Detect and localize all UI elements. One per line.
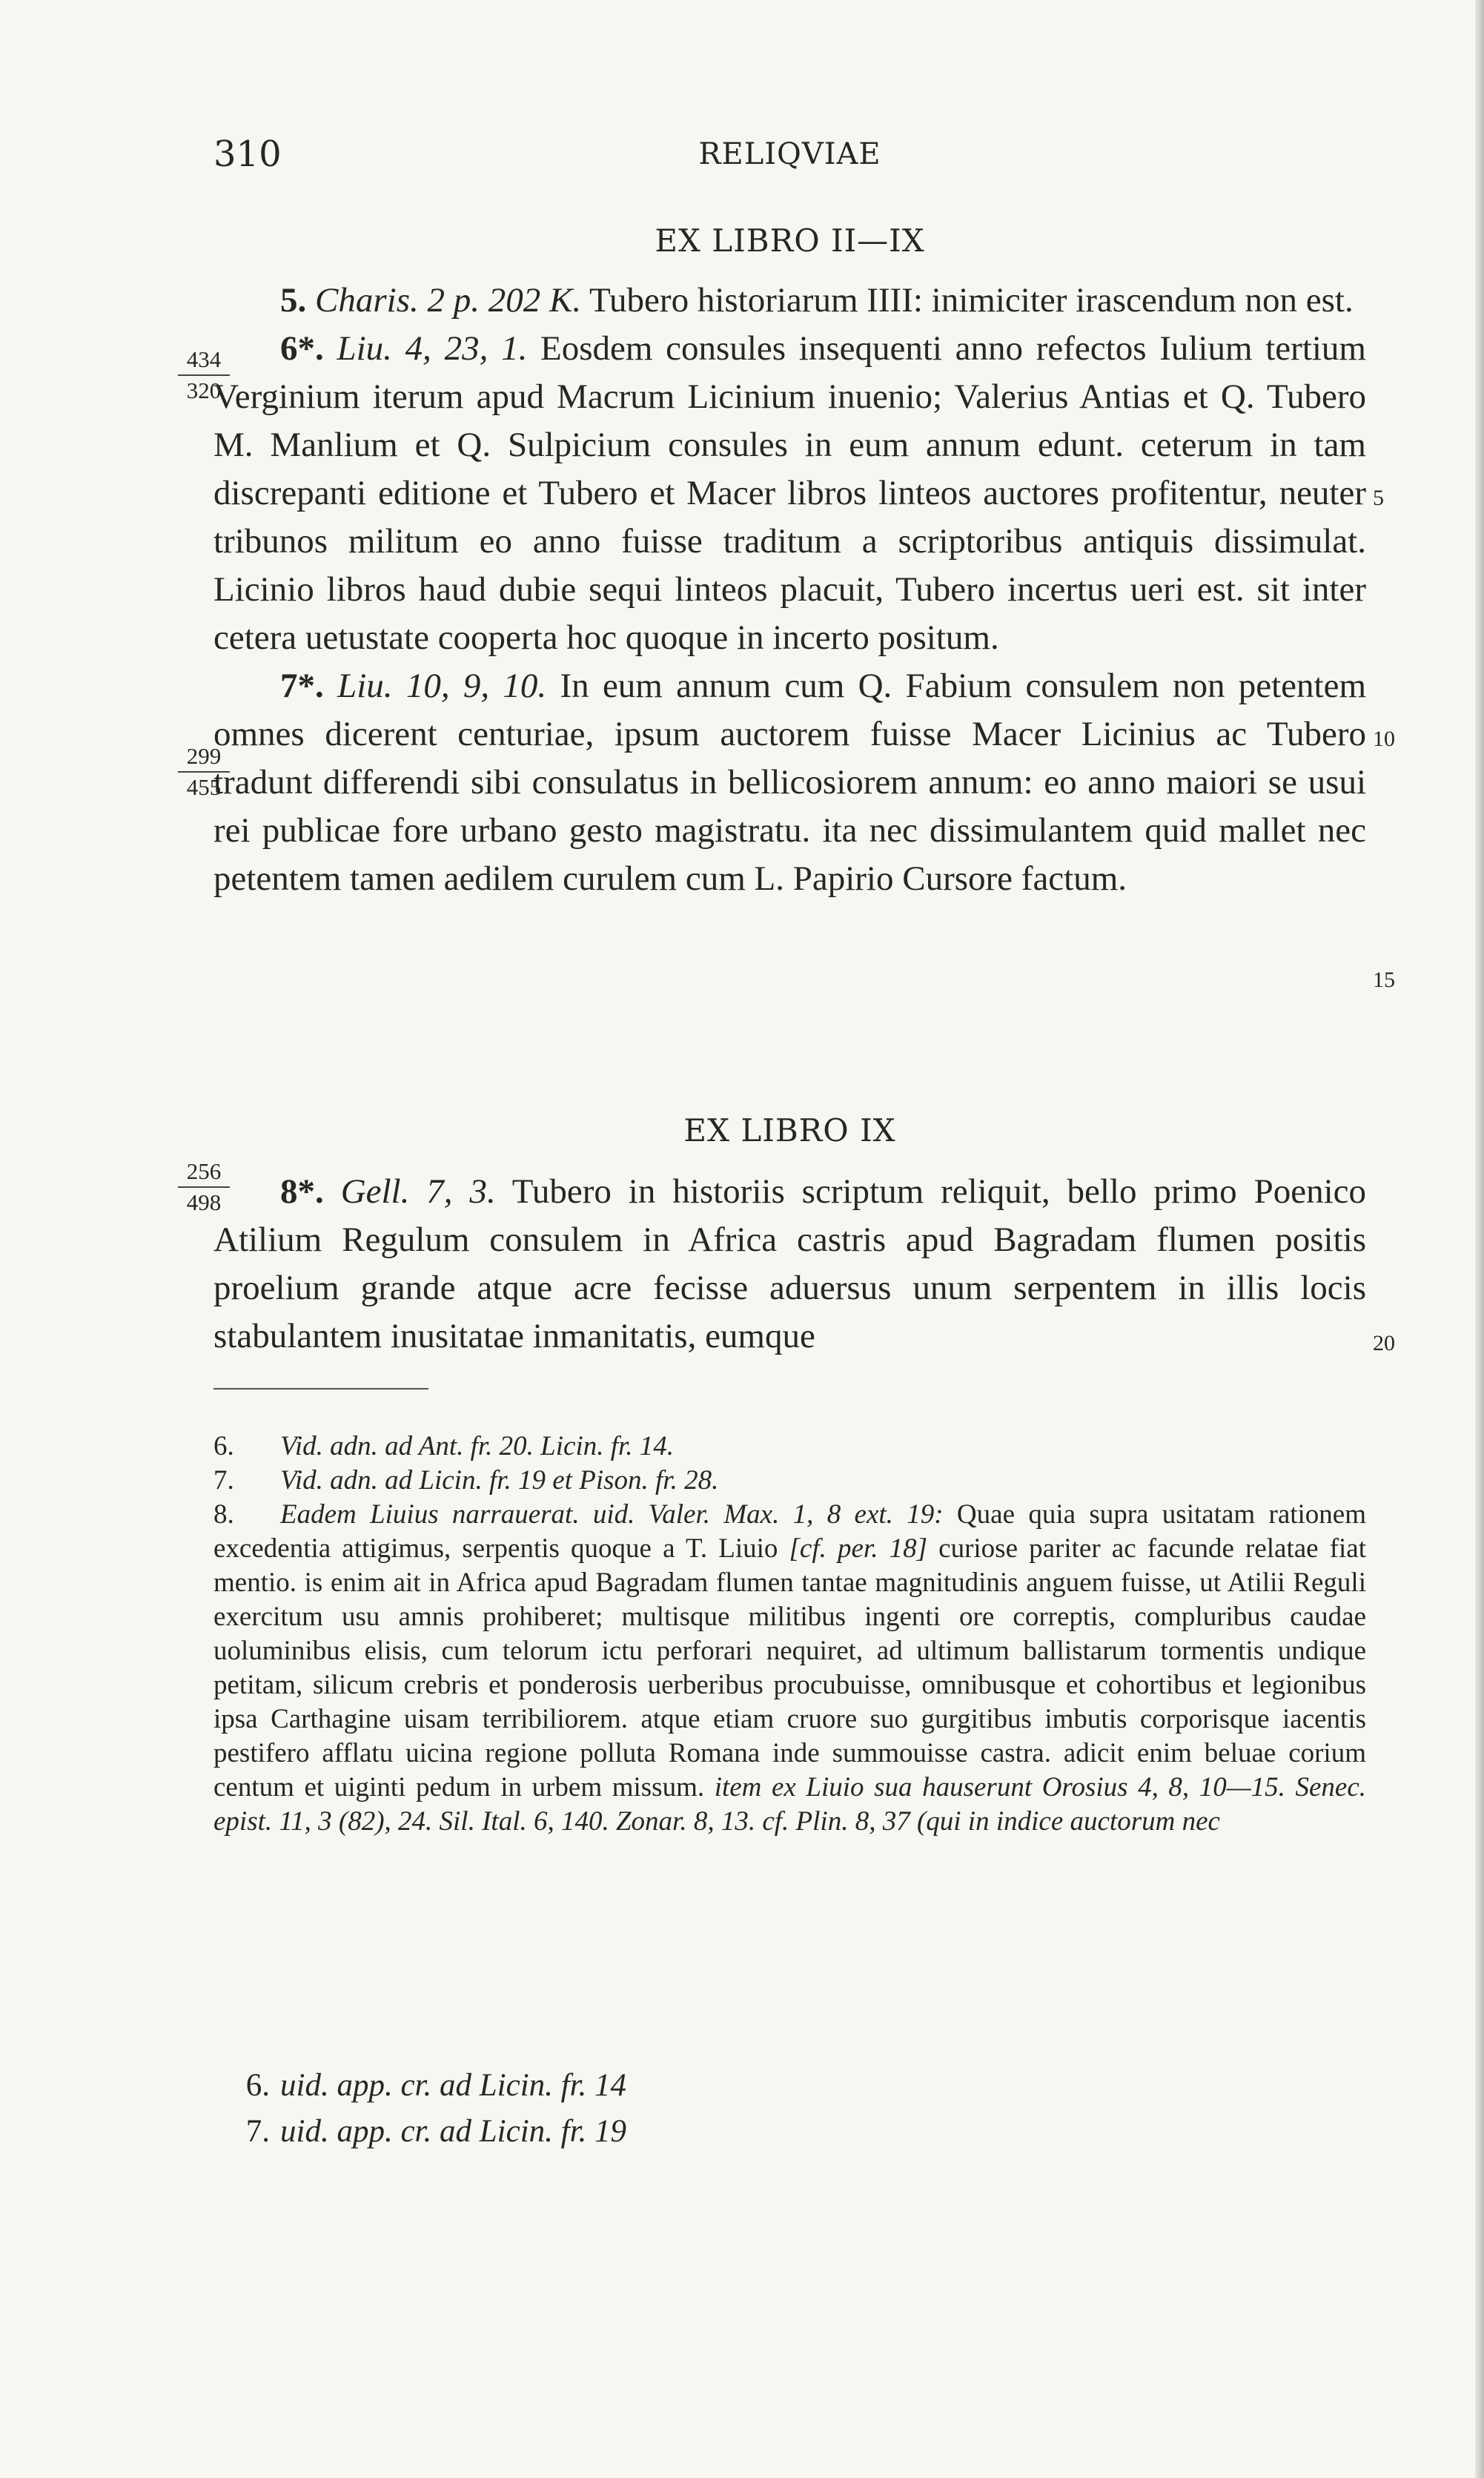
fragment: 5. Charis. 2 p. 202 K. Tubero historiarum IIII: inimiciter irascendum non est. — [280, 281, 1354, 320]
footnote: 7. Vid. adn. ad Licin. fr. 19 et Pison. fr. 28. — [213, 1465, 719, 1496]
page-number: 310 — [213, 133, 282, 175]
footnote: 8. Eadem Liuius narrauerat. uid. Valer. Max. 1, 8 ext. 19: Quae quia supra usitatam rationem excedentia attigimus, serpentis quoque a T. Liuio [cf. per. 18] curiose pariter ac facunde relatae fiat mentio. is enim ait in Africa apud Bagradam flumen tantae magnitudinis anguem fuisse, ut Atilii Reguli exercitum usu amnis prohiberet; multisque militibus ingenti ore correptis, compluribus caudae uoluminibus elisis, cum telorum ictu perforari nequiret, ad ultimum ballistarum tormentis undique petitam, silicum crebris et ponderosis uerberibus procubuisse, omnibusque et cohortibus et legionibus ipsa Carthagine uisam terribiliorem. atque etiam cruore suo gurgitibus imbutis corporisque iacentis pestifero afflatu uicina regione polluta Romana inde summouisse castra. adicit enim beluae corium centum et uiginti pedum in urbem missum. item ex Liuio sua hauserunt Orosius 4, 8, 10—15. Senec. epist. 11, 3 (82), 24. Sil. Ital. 6, 140. Zonar. 8, 13. cf. Plin. 8, 37 (qui in indice auctorum nec — [213, 1499, 1367, 1837]
line-number: 10 — [1373, 727, 1395, 751]
footnotes — [213, 1430, 1366, 1839]
line-number: 5 — [1373, 486, 1384, 510]
section-heading-libro-ix: EX LIBRO IX — [683, 1112, 896, 1149]
section-heading-libro-ii-ix: EX LIBRO II—IX — [655, 222, 925, 259]
apparatus-note: 6. uid. app. cr. ad Licin. fr. 14 — [245, 2068, 627, 2103]
margin-ref: 299 455 — [178, 741, 230, 802]
footnote: 6. Vid. adn. ad Ant. fr. 20. Licin. fr. 14. — [213, 1431, 675, 1461]
fragment: 6*. Liu. 4, 23, 1. Eosdem consules insequenti anno refectos Iulium tertium Verginium iterum apud Macrum Licinium inuenio; Valerius Antias et Q. Tubero M. Manlium et Q. Sulpicium consules in eum annum edunt. ceterum in tam discrepanti editione et Tubero et Macer libros linteos auctores profitentur, neuter tribunos militum eo anno fuisse traditum a scriptoribus antiquis dissimulat. Licinio libros haud dubie sequi linteos placuit, Tubero incertus ueri est. sit inter cetera uetustate cooperta hoc quoque in incerto positum. — [213, 329, 1366, 657]
page-header — [213, 133, 1366, 178]
footnote-rule — [213, 1388, 428, 1390]
page-edge-shadow — [1475, 0, 1484, 2478]
apparatus-note: 7. uid. app. cr. ad Licin. fr. 19 — [245, 2114, 627, 2149]
line-number: 20 — [1373, 1331, 1395, 1355]
fragment: 7*. Liu. 10, 9, 10. In eum annum cum Q. Fabium consulem non petentem omnes dicerent centuriae, ipsum auctorem fuisse Macer Licinius ac Tubero tradunt differendi sibi consulatus in bellicosiorem annum: eo anno maiori se usui rei publicae fore urbano gesto magistratu. ita nec dissimulantem quid mallet nec petentem tamen aedilem curulem cum L. Papirio Cursore factum. — [213, 667, 1367, 898]
line-number: 15 — [1373, 968, 1395, 992]
fragment: 8*. Gell. 7, 3. Tubero in historiis scriptum reliquit, bello primo Poenico Atilium Regulum consulem in Africa castris apud Bagradam flumen positis proelium grande atque acre fecisse aduersus unum serpentem in illis locis stabulantem inusitatae inmanitatis, eumque — [213, 1172, 1367, 1355]
running-head: RELIQVIAE — [698, 137, 881, 171]
margin-ref: 434 320 — [178, 345, 230, 406]
fragments-block-1 — [213, 277, 1366, 903]
apparatus-notes — [213, 2063, 1366, 2155]
margin-ref: 256 498 — [178, 1157, 230, 1217]
fragments-block-2 — [213, 1168, 1366, 1361]
